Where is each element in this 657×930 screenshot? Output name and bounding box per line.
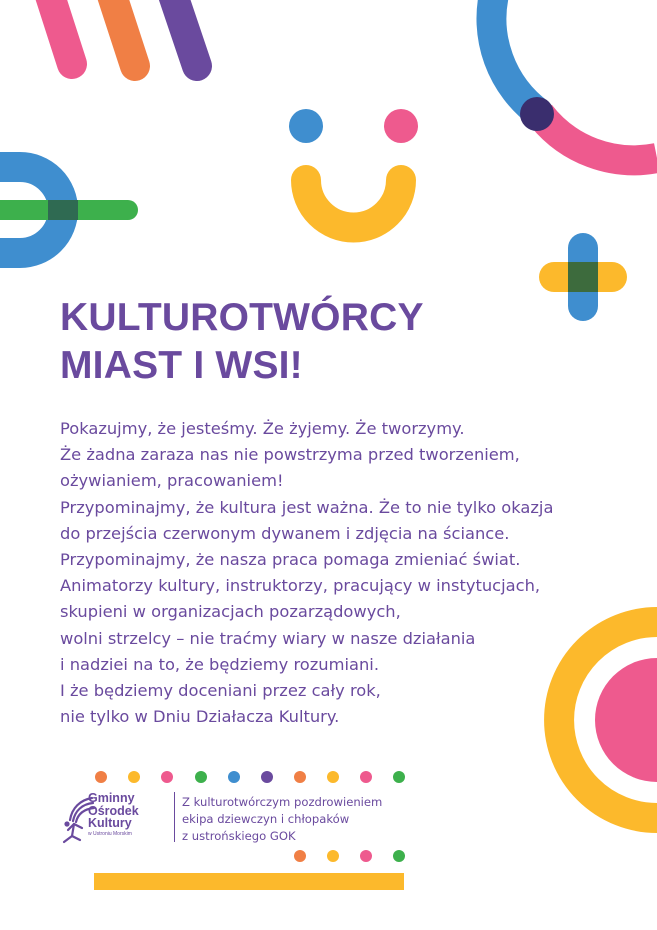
- smiley-face: [289, 109, 418, 227]
- dot-row-top: [95, 771, 405, 783]
- body-line: i nadziei na to, że będziemy rozumiani.: [60, 654, 380, 674]
- body-line: I że będziemy doceniani przez cały rok,: [60, 681, 381, 701]
- dot: [228, 771, 240, 783]
- greeting-text: [182, 794, 382, 845]
- dot: [294, 850, 306, 862]
- body-line: Przypominajmy, że kultura jest ważna. Że to nie tylko okazja: [60, 497, 554, 517]
- dot: [393, 850, 405, 862]
- body-line: do przejścia czerwonym dywanem i zdjęcia na ściance.: [60, 523, 510, 543]
- dot: [360, 771, 372, 783]
- dot: [95, 771, 107, 783]
- plus-overlap: [568, 262, 598, 292]
- bottom-yellow-bar: [94, 873, 404, 890]
- purple-stripe: [168, 0, 197, 66]
- headline-line-2: MIAST I WSI!: [60, 344, 303, 387]
- greeting-line-2: ekipa dziewczyn i chłopaków: [182, 812, 350, 826]
- dot: [294, 771, 306, 783]
- dot: [327, 771, 339, 783]
- dot: [393, 771, 405, 783]
- appeal-text: [60, 416, 620, 730]
- body-line: skupieni w organizacjach pozarządowych,: [60, 602, 401, 622]
- pink-stripe: [45, 0, 72, 64]
- logo-line-3: Kultury: [88, 816, 132, 830]
- logo-divider: [174, 792, 175, 842]
- greeting-line-3: z ustrońskiego GOK: [182, 829, 296, 843]
- headline-line-1: KULTUROTWÓRCY: [60, 296, 424, 339]
- body-line: Animatorzy kultury, instruktorzy, pracujący w instytucjach,: [60, 576, 541, 596]
- body-line: ożywianiem, pracowaniem!: [60, 471, 284, 491]
- smiley-mouth: [306, 180, 401, 227]
- gok-logo: [58, 790, 170, 850]
- body-line: Pokazujmy, że jesteśmy. Że żyjemy. Że tworzymy.: [60, 419, 465, 438]
- dot: [327, 850, 339, 862]
- top-right-arcs: [491, 0, 657, 160]
- dot: [195, 771, 207, 783]
- dot-row-bottom: [294, 850, 405, 862]
- body-line: nie tylko w Dniu Działacza Kultury.: [60, 707, 340, 727]
- smiley-left-eye: [289, 109, 323, 143]
- smiley-right-eye: [384, 109, 418, 143]
- logo-line-1: Gminny: [88, 791, 135, 805]
- diagonal-stripes: [45, 0, 197, 66]
- blue-arc: [491, 0, 540, 114]
- orange-stripe: [107, 0, 135, 66]
- d-overlap: [48, 200, 78, 220]
- left-d-shape: [0, 167, 128, 253]
- dot: [161, 771, 173, 783]
- pink-arc: [540, 114, 657, 160]
- logo-line-2: Ośrodek: [88, 803, 139, 818]
- body-line: Przypominajmy, że nasza praca pomaga zmieniać świat.: [60, 550, 521, 570]
- logo-wordmark: [88, 792, 139, 838]
- logo-line-4: w Ustroniu Morskim: [88, 830, 132, 837]
- dot: [128, 771, 140, 783]
- dot: [360, 850, 372, 862]
- dot: [261, 771, 273, 783]
- arc-overlap-dot: [520, 97, 554, 131]
- headline: [60, 294, 424, 390]
- body-line: Że żadna zaraza nas nie powstrzyma przed tworzeniem,: [60, 445, 520, 465]
- plus-sign: [554, 248, 612, 306]
- body-line: wolni strzelcy – nie traćmy wiary w nasze działania: [60, 628, 476, 648]
- greeting-line-1: Z kulturotwórczym pozdrowieniem: [182, 795, 383, 809]
